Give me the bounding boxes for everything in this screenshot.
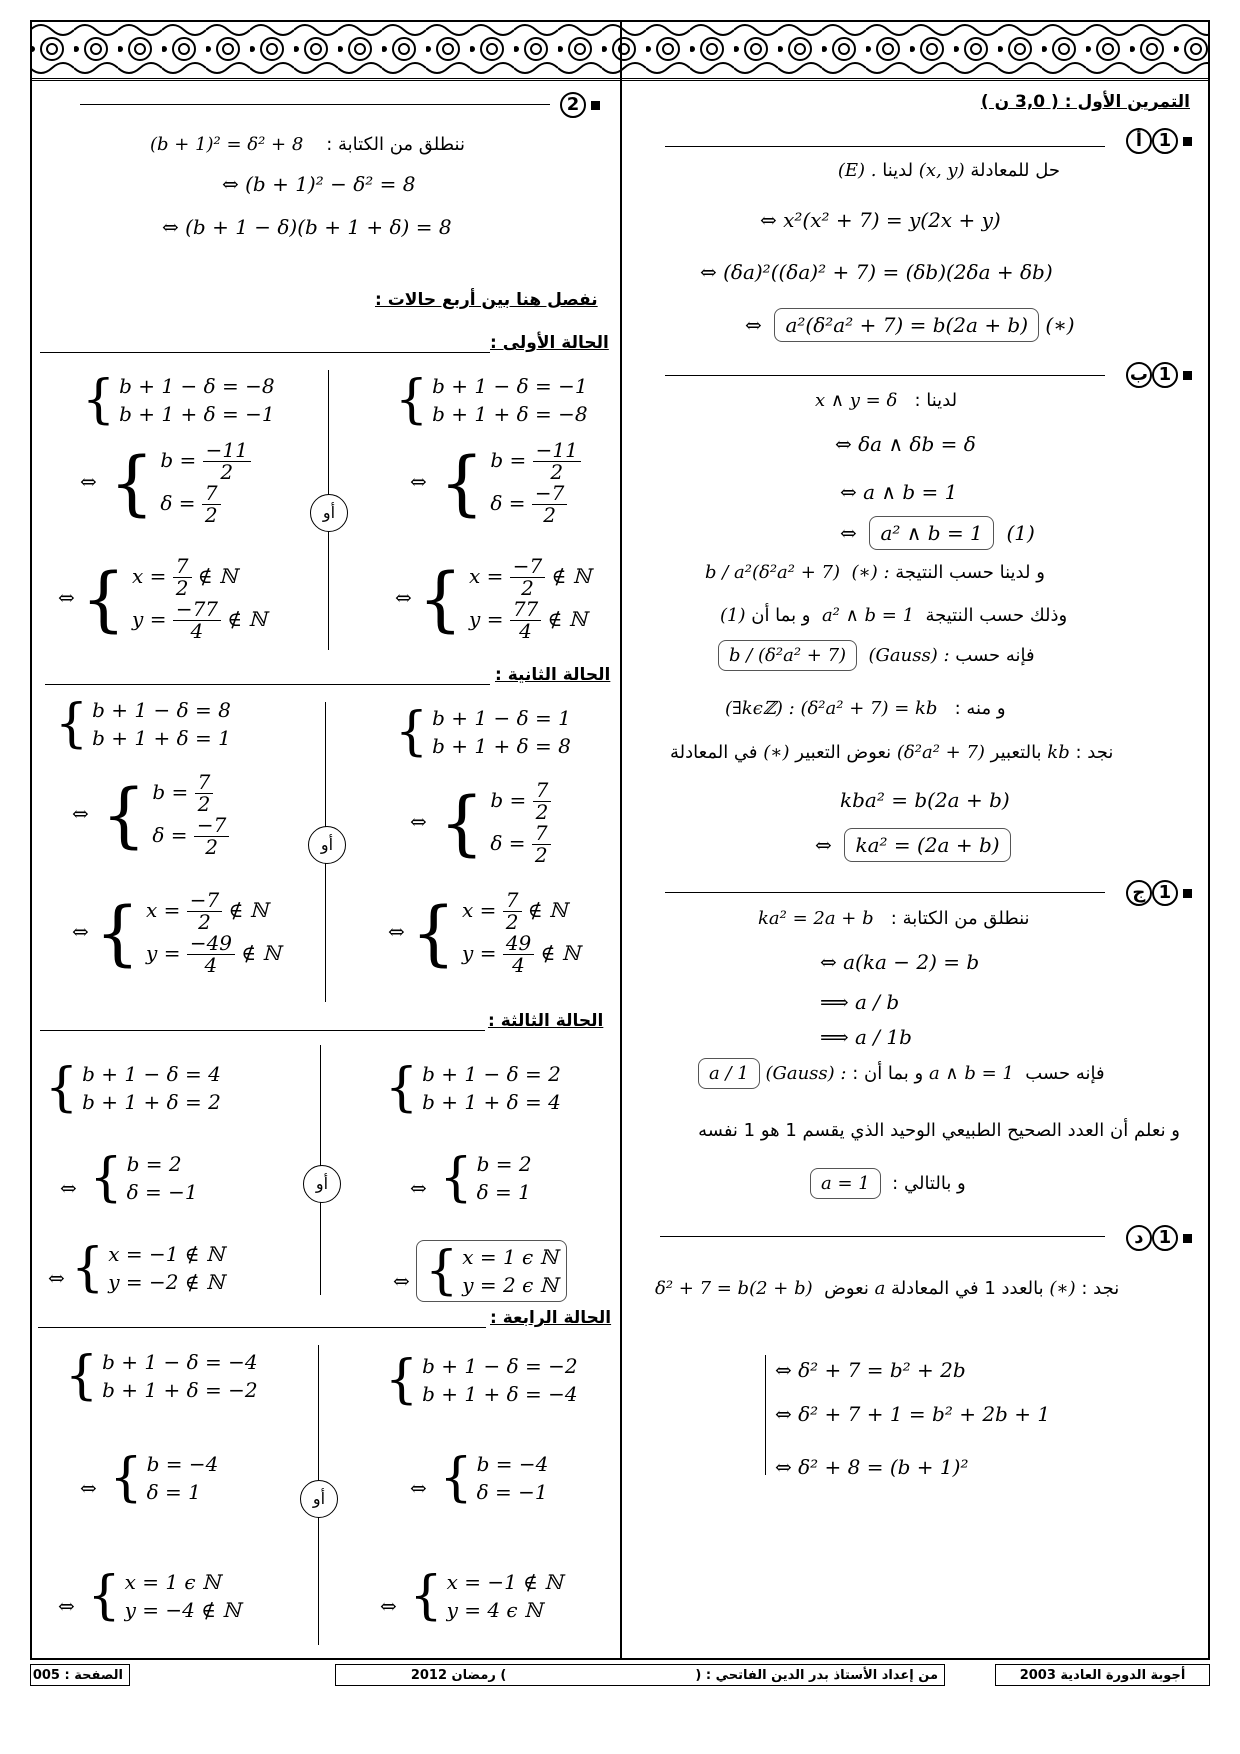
q1d-line4: ⇔ δ² + 8 = (b + 1)² <box>775 1455 969 1479</box>
q1c-line3: ⟹ a / b <box>820 990 900 1014</box>
exercise-title: التمرين الأول : ( 3,0 ن ) <box>980 92 1190 112</box>
case2-right-bd: ⇔ { b = $\frac{7}{2}$ δ = $\frac{7}{2}$ <box>410 780 551 866</box>
footer-page-number: الصفحة : 005 <box>30 1664 130 1686</box>
case3-title: الحالة الثالثة : <box>488 1011 604 1031</box>
q1d-marker: د 1 <box>1126 1225 1192 1251</box>
q1a-rule <box>665 146 1105 147</box>
q1b-line1: x ∧ y = δ لدينا : <box>815 390 958 411</box>
q1a-intro: (E) . حل للمعادلة (x, y) لدينا <box>837 160 1060 181</box>
square-bullet-icon <box>1183 889 1192 898</box>
q1d-bracket <box>765 1355 766 1475</box>
case4-rule <box>38 1327 486 1328</box>
q1a-eq2: ⇔ (δa)²((δa)² + 7) = (δb)(2δa + δb) <box>700 260 1053 284</box>
column-divider <box>620 20 622 1660</box>
q1d-rule <box>660 1236 1105 1237</box>
case1-right-bd: ⇔ { b = $\frac{-11}{2}$ δ = $\frac{-7}{2}$ <box>410 440 581 526</box>
q1b-line8: (∃kϵℤ) : (δ²a² + 7) = kb و منه : <box>725 698 1006 719</box>
case1-right-system: { b + 1 − δ = −1 b + 1 + δ = −8 <box>395 370 588 430</box>
q1b-line3: ⇔ a ∧ b = 1 <box>840 480 958 504</box>
q1d-line3: ⇔ δ² + 7 + 1 = b² + 2b + 1 <box>775 1402 1051 1426</box>
q1a-marker: أ 1 <box>1126 128 1192 154</box>
q1c-line2: ⇔ a(ka − 2) = b <box>820 950 980 974</box>
case3-right-bd: ⇔ { b = 2 δ = 1 <box>410 1148 532 1208</box>
case3-rule <box>40 1030 485 1031</box>
case2-right-xy: ⇔ { x = $\frac{7}{2}$ ∉ ℕ y = $\frac{49}{4}$ ∉ ℕ <box>388 888 581 977</box>
case2-left-xy: ⇔ { x = $\frac{-7}{2}$ ∉ ℕ y = $\frac{-49}{4}$ ∉ ℕ <box>72 888 281 977</box>
q1b-marker: ب 1 <box>1126 362 1192 388</box>
square-bullet-icon <box>1183 137 1192 146</box>
q1d-line1: δ² + 7 = b(2 + b) نجد : (∗) بالعدد 1 في المعادلة a نعوض <box>655 1278 1120 1299</box>
case1-left-xy: ⇔ { x = $\frac{7}{2}$ ∉ ℕ y = $\frac{-77}{4}$ ∉ ℕ <box>58 554 267 643</box>
q2-marker: 2 <box>560 92 600 118</box>
case4-title: الحالة الرابعة : <box>490 1308 612 1328</box>
case1-rule <box>40 352 490 353</box>
case1-or: أو <box>310 494 348 532</box>
square-bullet-icon <box>591 101 600 110</box>
case3-left-bd: ⇔ { b = 2 δ = −1 <box>60 1148 198 1208</box>
q2-rule <box>80 104 550 105</box>
case1-left-bd: ⇔ { b = $\frac{-11}{2}$ δ = $\frac{7}{2}$ <box>80 440 251 526</box>
case3-left-system: { b + 1 − δ = 4 b + 1 + δ = 2 <box>45 1058 221 1118</box>
q1b-line11: ⇔ ka² = (2a + b) <box>815 828 1011 862</box>
case4-or: أو <box>300 1480 338 1518</box>
case3-right-xy: ⇔ { x = 1 ϵ ℕ y = 2 ϵ ℕ <box>393 1240 567 1302</box>
case3-or: أو <box>303 1165 341 1203</box>
case1-title: الحالة الأولى : <box>490 333 609 353</box>
q1b-line6: (1) وذلك حسب النتيجة a² ∧ b = 1 و بما أن <box>720 605 1068 626</box>
case2-or: أو <box>308 826 346 864</box>
case2-rule <box>45 684 490 685</box>
square-bullet-icon <box>1183 371 1192 380</box>
q2-line2: ⇔ (b + 1)² − δ² = 8 <box>222 172 416 196</box>
case4-right-system: { b + 1 − δ = −2 b + 1 + δ = −4 <box>385 1350 578 1410</box>
q1c-line7: a = 1 و بالتالي : <box>810 1168 966 1199</box>
q1b-line10: kba² = b(2a + b) <box>840 788 1010 812</box>
case4-right-xy: ⇔ { x = −1 ∉ ℕ y = 4 ϵ ℕ <box>380 1566 563 1626</box>
q1a-eq3: ⇔ a²(δ²a² + 7) = b(2a + b) (∗) <box>745 308 1075 342</box>
q1b-line9: نجد : kb بالتعبير (δ²a² + 7) نعوض التعبير (∗) في المعادلة <box>670 742 1114 763</box>
case2-left-bd: ⇔ { b = $\frac{7}{2}$ δ = $\frac{-7}{2}$ <box>72 772 229 858</box>
q1c-marker: ج 1 <box>1126 880 1192 906</box>
q1b-line2: ⇔ δa ∧ δb = δ <box>835 432 976 456</box>
square-bullet-icon <box>1183 1234 1192 1243</box>
case2-title: الحالة الثانية : <box>495 665 611 685</box>
q1c-line5: a / 1 (Gauss) : فإنه حسب a ∧ b = 1 و بما أن : <box>698 1058 1105 1089</box>
case4-right-bd: ⇔ { b = −4 δ = −1 <box>410 1448 549 1508</box>
q1c-rule <box>665 892 1105 893</box>
case4-left-system: { b + 1 − δ = −4 b + 1 + δ = −2 <box>65 1346 258 1406</box>
q1b-line5: b / a²(δ²a² + 7) (∗) : و لدينا حسب النتيجة <box>705 562 1045 583</box>
case3-right-system: { b + 1 − δ = 2 b + 1 + δ = 4 <box>385 1058 561 1118</box>
case4-left-xy: ⇔ { x = 1 ϵ ℕ y = −4 ∉ ℕ <box>58 1566 241 1626</box>
case3-left-xy: ⇔ { x = −1 ∉ ℕ y = −2 ∉ ℕ <box>48 1238 225 1298</box>
q2-line3: ⇔ (b + 1 − δ)(b + 1 + δ) = 8 <box>162 215 452 239</box>
q1b-line7: b / (δ²a² + 7) (Gauss) : فإنه حسب <box>718 640 1035 671</box>
case2-right-system: { b + 1 − δ = 1 b + 1 + δ = 8 <box>395 702 571 762</box>
q1c-line1: ka² = 2a + b ننطلق من الكتابة : <box>758 908 1030 929</box>
q1d-line2: ⇔ δ² + 7 = b² + 2b <box>775 1358 966 1382</box>
case2-left-system: { b + 1 − δ = 8 b + 1 + δ = 1 <box>55 694 231 754</box>
case1-left-system: { b + 1 − δ = −8 b + 1 + δ = −1 <box>82 370 275 430</box>
case4-left-bd: ⇔ { b = −4 δ = 1 <box>80 1448 219 1508</box>
q1c-line6: و نعلم أن العدد الصحيح الطبيعي الوحيد الذي يقسم 1 هو 1 نفسه <box>698 1120 1180 1141</box>
q1b-line4: ⇔ a² ∧ b = 1 (1) <box>840 516 1035 550</box>
q1c-line4: ⟹ a / 1b <box>820 1025 912 1049</box>
q2-line1: (b + 1)² = δ² + 8 ننطلق من الكتابة : <box>150 134 465 155</box>
cases-intro: نفصل هنا بين أربع حالات : <box>375 290 598 310</box>
q1b-rule <box>665 375 1105 376</box>
footer-author: من إعداد الأستاذ بدر الدين الفاتحي : ( ) رمضان 2012 <box>335 1664 945 1686</box>
footer-session: أجوبة الدورة العادية 2003 <box>995 1664 1210 1686</box>
case1-right-xy: ⇔ { x = $\frac{-7}{2}$ ∉ ℕ y = $\frac{77}{4}$ ∉ ℕ <box>395 554 592 643</box>
q1a-eq1: ⇔ x²(x² + 7) = y(2x + y) <box>760 208 1001 232</box>
